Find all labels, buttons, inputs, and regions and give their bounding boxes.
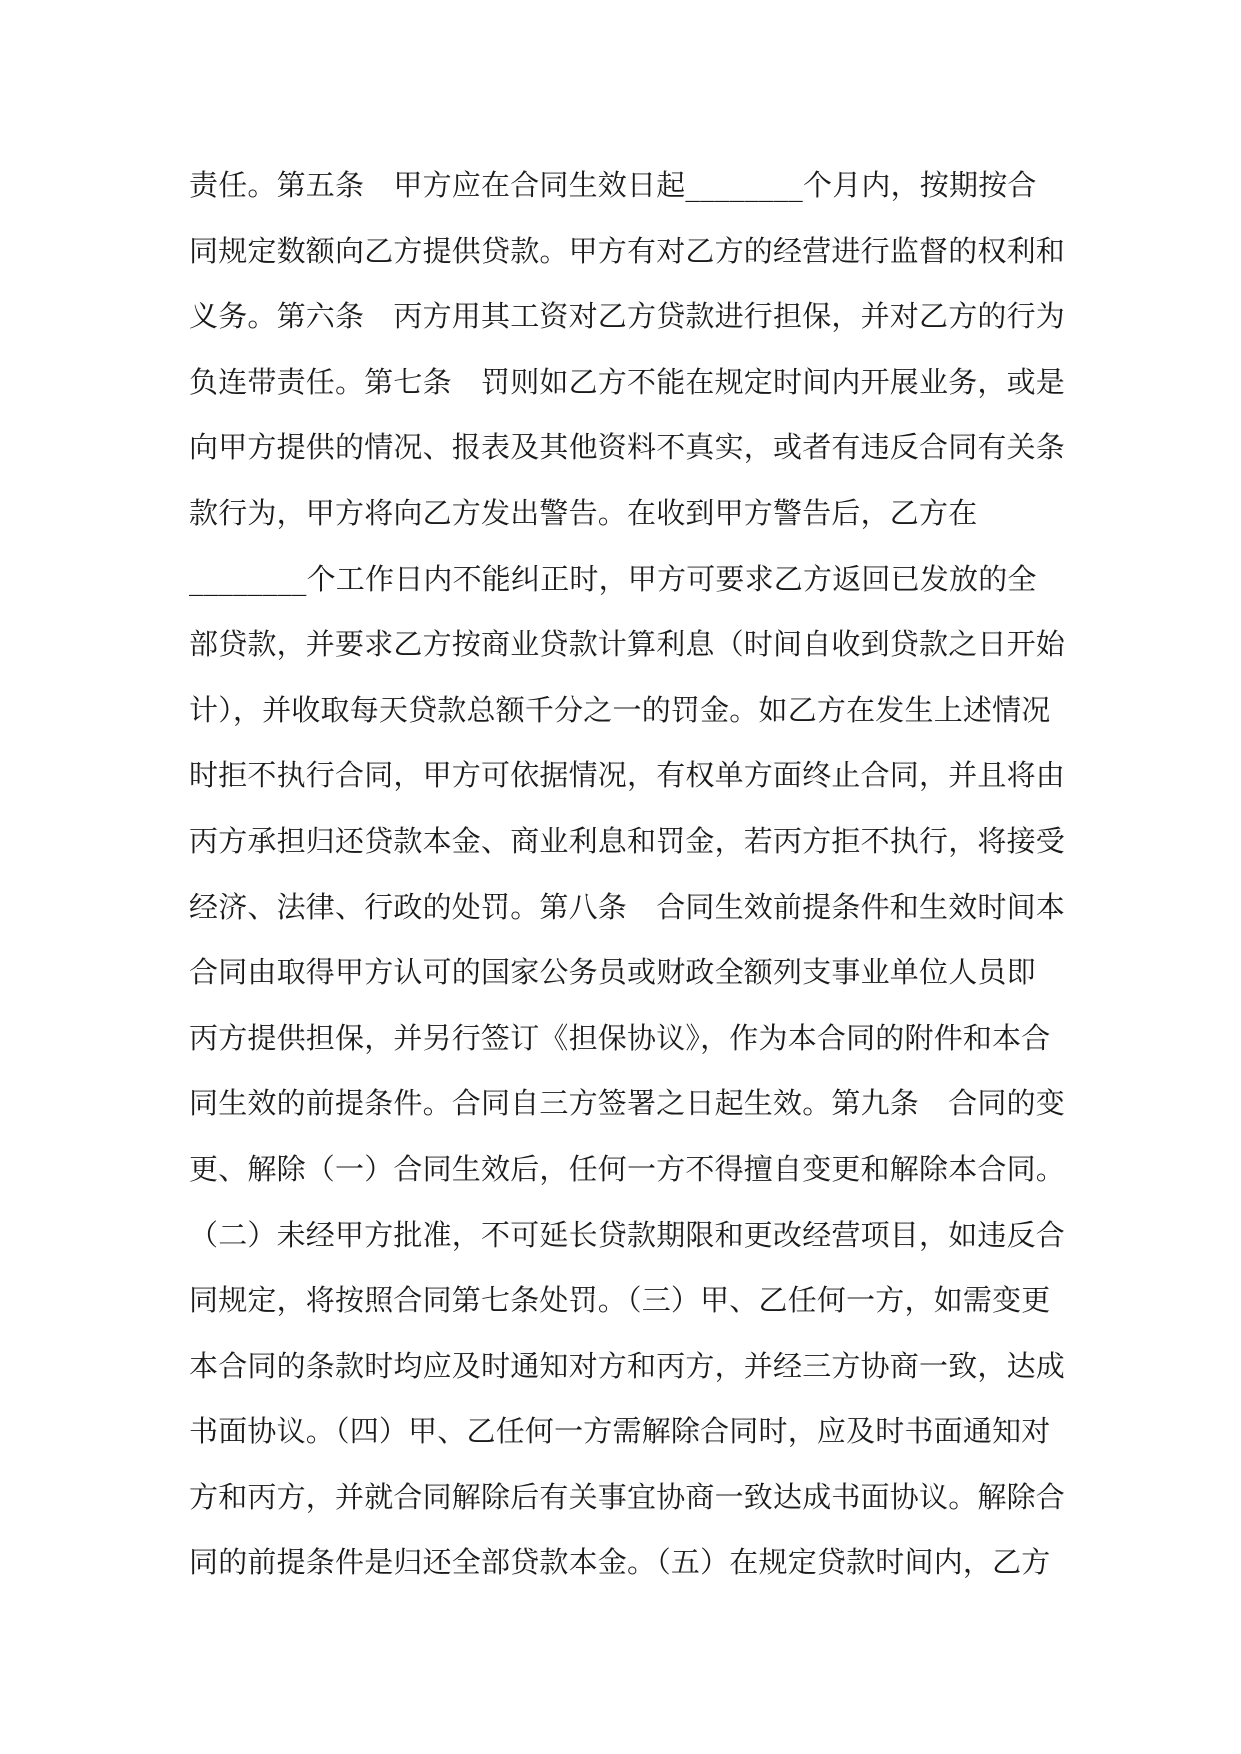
text-line: 合同由取得甲方认可的国家公务员或财政全额列支事业单位人员即 [189, 955, 1036, 990]
text-line: 同规定数额向乙方提供贷款。甲方有对乙方的经营进行监督的权利和 [189, 233, 1066, 268]
text-line: 丙方提供担保，并另行签订《担保协议》，作为本合同的附件和本合 [189, 1020, 1051, 1055]
text-line: 款行为，甲方将向乙方发出警告。在收到甲方警告后，乙方在 [189, 495, 978, 530]
contract-body-text [189, 153, 1069, 1596]
text-line: 义务。第六条 丙方用其工资对乙方贷款进行担保，并对乙方的行为 [189, 299, 1066, 334]
text-line: （二）未经甲方批准，不可延长贷款期限和更改经营项目，如违反合 [189, 1217, 1066, 1252]
text-line: 计），并收取每天贷款总额千分之一的罚金。如乙方在发生上述情况 [189, 692, 1051, 727]
text-line: 经济、法律、行政的处罚。第八条 合同生效前提条件和生效时间本 [189, 889, 1066, 924]
text-line: 同规定，将按照合同第七条处罚。（三）甲、乙任何一方，如需变更 [189, 1283, 1051, 1318]
text-line: 时拒不执行合同，甲方可依据情况，有权单方面终止合同，并且将由 [189, 758, 1066, 793]
text-line: 书面协议。（四）甲、乙任何一方需解除合同时，应及时书面通知对 [189, 1414, 1051, 1449]
text-line: 丙方承担归还贷款本金、商业利息和罚金，若丙方拒不执行，将接受 [189, 823, 1066, 858]
text-line: 同的前提条件是归还全部贷款本金。（五）在规定贷款时间内，乙方 [189, 1545, 1051, 1580]
text-line: ________个工作日内不能纠正时，甲方可要求乙方返回已发放的全 [189, 561, 1037, 596]
text-line: 向甲方提供的情况、报表及其他资料不真实，或者有违反合同有关条 [189, 430, 1066, 465]
text-line: 责任。第五条 甲方应在合同生效日起________个月内，按期按合 [189, 168, 1037, 202]
text-line: 本合同的条款时均应及时通知对方和丙方，并经三方协商一致，达成 [189, 1348, 1066, 1383]
text-line: 更、解除（一）合同生效后，任何一方不得擅自变更和解除本合同。 [189, 1151, 1066, 1186]
text-line: 方和丙方，并就合同解除后有关事宜协商一致达成书面协议。解除合 [189, 1479, 1066, 1514]
text-line: 同生效的前提条件。合同自三方签署之日起生效。第九条 合同的变 [189, 1086, 1066, 1121]
text-line: 负连带责任。第七条 罚则如乙方不能在规定时间内开展业务，或是 [189, 364, 1066, 399]
text-line: 部贷款，并要求乙方按商业贷款计算利息（时间自收到贷款之日开始 [189, 627, 1066, 662]
